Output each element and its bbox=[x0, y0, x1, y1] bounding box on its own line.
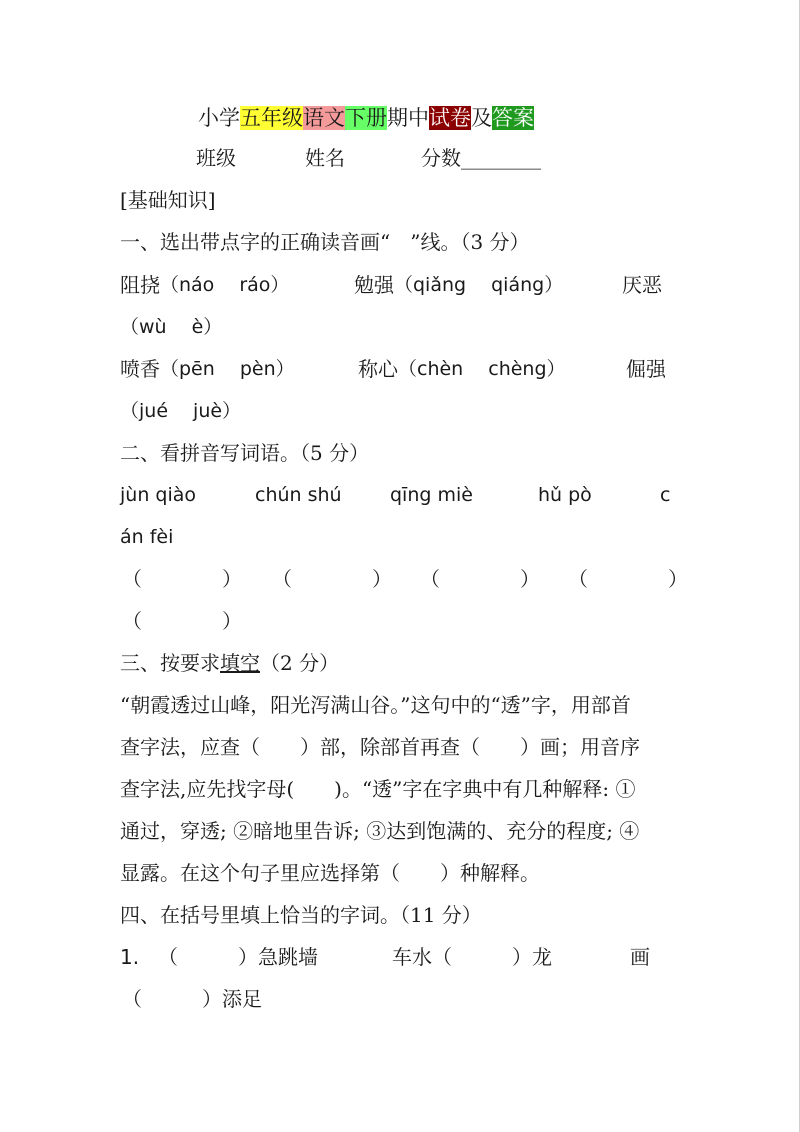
q3-text-line: “朝霞透过山峰，阳光泻满山谷。”这句中的“透”字，用部首 bbox=[120, 693, 631, 717]
q1-pinyin: （chèn chèng） bbox=[398, 358, 566, 380]
q1-word: 喷香 bbox=[120, 357, 160, 381]
q2-pinyin-item: chún shú bbox=[255, 484, 342, 506]
answer-blank[interactable]: （ ） bbox=[568, 567, 688, 591]
q2-pinyin-wrapped: án fèi bbox=[120, 526, 174, 548]
q3-heading-part: （2 分） bbox=[260, 651, 340, 675]
q3-text-line: 通过，穿透; ②暗地里告诉; ③达到饱满的、充分的程度; ④ bbox=[120, 819, 640, 843]
q4-number: 1. bbox=[120, 945, 140, 969]
title-highlight-exam: 试卷 bbox=[429, 106, 471, 130]
q2-heading: 二、看拼音写词语。（5 分） bbox=[120, 441, 370, 465]
title-highlight-subject: 语文 bbox=[303, 106, 345, 130]
answer-blank[interactable]: （ ） bbox=[122, 609, 242, 633]
answer-blank[interactable]: （ ） bbox=[122, 567, 242, 591]
answer-blank[interactable]: （ ） bbox=[420, 567, 540, 591]
score-label: 分数________ bbox=[421, 146, 541, 170]
title-part: 小学 bbox=[198, 106, 240, 130]
document-title bbox=[198, 103, 534, 133]
section-basic-knowledge: [基础知识] bbox=[120, 188, 216, 212]
q1-pinyin: （náo ráo） bbox=[160, 274, 290, 296]
title-part: 及 bbox=[471, 106, 492, 130]
idiom-item: （ ）添足 bbox=[122, 987, 262, 1011]
q1-word: 倔强 bbox=[626, 357, 666, 381]
q3-heading bbox=[120, 648, 339, 678]
q1-pinyin: （qiǎng qiáng） bbox=[394, 274, 564, 296]
q3-heading-part: 三、按要求 bbox=[120, 651, 220, 675]
idiom-item: （ ）急跳墙 bbox=[158, 945, 318, 969]
q1-heading: 一、选出带点字的正确读音画“ ”线。（3 分） bbox=[120, 230, 530, 254]
idiom-item: 画 bbox=[630, 945, 650, 969]
q1-word: 阻挠 bbox=[120, 273, 160, 297]
q3-text-line: 查字法,应先找字母( )。“透”字在字典中有几种解释: ① bbox=[120, 777, 636, 801]
idiom-item: 车水（ ）龙 bbox=[392, 945, 552, 969]
q3-heading-underlined: 填空 bbox=[220, 651, 260, 675]
q2-pinyin-item: qīng miè bbox=[390, 484, 473, 506]
q1-word: 勉强 bbox=[354, 273, 394, 297]
q1-pinyin-wrapped: （jué juè） bbox=[120, 400, 242, 422]
q1-pinyin: （pēn pèn） bbox=[160, 358, 295, 380]
q1-word: 厌恶 bbox=[622, 273, 662, 297]
q3-text-line: 显露。在这个句子里应选择第（ ）种解释。 bbox=[120, 861, 540, 885]
q2-pinyin-item: jùn qiào bbox=[120, 484, 197, 506]
q2-pinyin-item: c bbox=[660, 484, 671, 506]
title-highlight-grade: 五年级 bbox=[240, 106, 303, 130]
q1-word: 称心 bbox=[358, 357, 398, 381]
name-label: 姓名 bbox=[305, 146, 345, 170]
q2-pinyin-item: hǔ pò bbox=[538, 484, 592, 506]
q3-text-line: 查字法，应查（ ）部，除部首再查（ ）画；用音序 bbox=[120, 735, 640, 759]
class-label: 班级 bbox=[196, 146, 236, 170]
title-highlight-volume: 下册 bbox=[345, 106, 387, 130]
title-part: 期中 bbox=[387, 106, 429, 130]
answer-blank[interactable]: （ ） bbox=[272, 567, 392, 591]
q1-pinyin-wrapped: （wù è） bbox=[120, 316, 223, 338]
title-highlight-answer: 答案 bbox=[492, 106, 534, 130]
q4-heading: 四、在括号里填上恰当的字词。（11 分） bbox=[120, 903, 482, 927]
